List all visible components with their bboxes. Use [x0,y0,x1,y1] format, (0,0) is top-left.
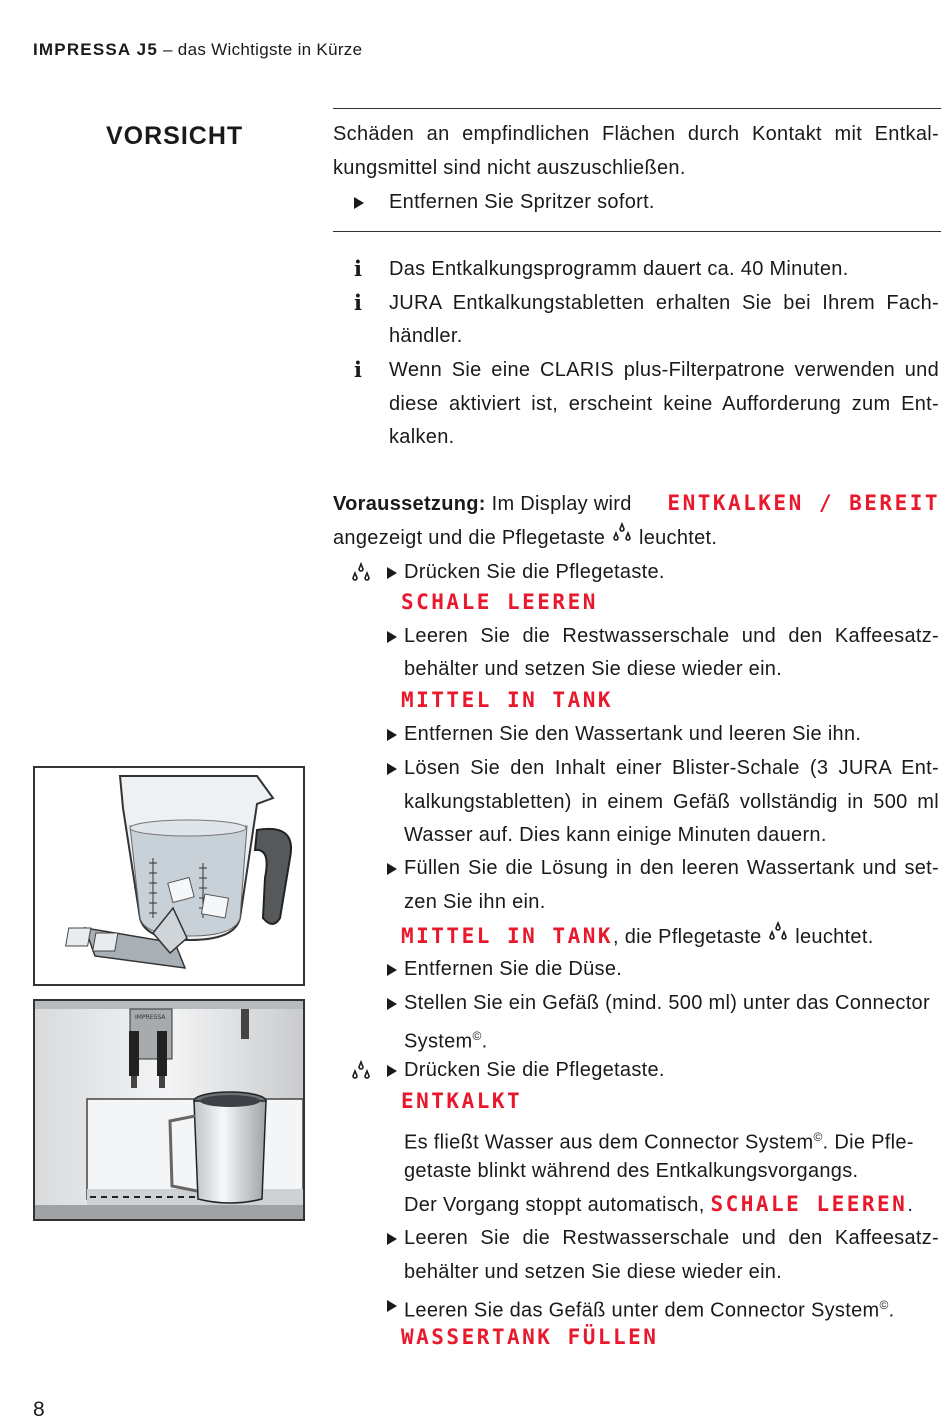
info-icon: i [354,290,362,315]
step-arrow-icon [387,963,397,981]
precondition-text: Im Display wird [491,493,632,515]
info-3-line-3: kalken. [389,426,455,448]
info-2-line-1: JURA Entkalkungstabletten erhalten Sie bei Ihrem Fach- [389,292,939,314]
step-arrow-icon [387,1232,397,1250]
care-button-icon [350,562,372,584]
step-arrow-icon [387,630,397,648]
step-10: Leeren Sie das Gefäß unter dem Connector System©. [404,1298,895,1322]
warning-step-arrow-icon [354,196,364,214]
display-wassertank-fuellen: WASSERTANK FÜLLEN [401,1325,659,1349]
step-arrow-icon [387,997,397,1015]
step-7-line-2: System©. [404,1029,488,1053]
step-4-line-3: Wasser auf. Dies kann einige Minuten dauern. [404,824,827,846]
step-arrow-icon [387,1064,397,1082]
process-text-1b: . Die Pfle- [822,1131,914,1154]
step-5-line-2: zen Sie ihn ein. [404,891,546,913]
precondition-line-1 [333,488,632,522]
page-header [33,40,362,60]
process-text-1: Es fließt Wasser aus dem Connector System [404,1131,814,1154]
illustration-measuring-jug [33,766,305,986]
care-button-icon [611,522,633,544]
step-7-line-1: Stellen Sie ein Gefäß (mind. 500 ml) unter das Connector [404,992,930,1014]
care-text-2: leuchtet. [795,926,874,948]
info-2-line-2: händler. [389,325,463,347]
step-4-line-2: kalkungstabletten) in einem Gefäß vollständig in 500 ml [404,791,939,813]
divider-top [333,108,941,109]
divider-bottom [333,231,941,232]
step-5-line-1: Füllen Sie die Lösung in den leeren Wassertank und set- [404,857,939,879]
step-arrow-icon [387,762,397,780]
step-arrow-icon [387,566,397,584]
step-1: Drücken Sie die Pflegetaste. [404,561,665,583]
display-schale-leeren-2: SCHALE LEEREN [710,1192,908,1216]
care-button-icon [767,921,789,943]
precondition-label: Voraussetzung: [333,493,486,515]
display-entkalkt: ENTKALKT [401,1089,523,1113]
step-2-line-1: Leeren Sie die Restwasserschale und den Kaffeesatz- [404,625,939,647]
display-mittel-in-tank: MITTEL IN TANK [401,688,614,712]
display-schale-leeren: SCHALE LEEREN [401,590,598,614]
warning-line-2: kungsmittel sind nicht auszuschließen. [333,157,686,179]
step-9-line-1: Leeren Sie die Restwasserschale und den Kaffeesatz- [404,1227,939,1249]
header-model: IMPRESSA J5 [33,40,158,59]
page-number: 8 [33,1398,45,1421]
process-text-3: Der Vorgang stoppt automatisch, [404,1194,705,1216]
step-6: Entfernen Sie die Düse. [404,958,623,980]
info-1: Das Entkalkungsprogramm dauert ca. 40 Minuten. [389,258,849,280]
step-arrow-icon [387,728,397,746]
step-10-text: Leeren Sie das Gefäß unter dem Connector System [404,1299,880,1322]
machine-drawing [35,1001,303,1219]
illustration-connector-container [33,999,305,1221]
connector-system-text: System [404,1030,473,1053]
info-3-line-2: diese aktiviert ist, erscheint keine Aufforderung zum Ent- [389,393,939,415]
precondition-text-2: angezeigt und die Pflegetaste [333,527,606,549]
process-line-1: Es fließt Wasser aus dem Connector System©. Die Pfle- [404,1130,914,1154]
info-3-line-1: Wenn Sie eine CLARIS plus-Filterpatrone verwenden und [389,359,939,381]
process-line-3: Der Vorgang stoppt automatisch, SCHALE LEEREN. [404,1192,914,1216]
measuring-jug-drawing [35,768,303,984]
precondition-text-3: leuchtet. [638,527,718,549]
step-4-line-1: Lösen Sie den Inhalt einer Blister-Schale (3 JURA Ent- [404,757,939,779]
step-8: Drücken Sie die Pflegetaste. [404,1059,665,1081]
header-subtitle: – das Wichtigste in Kürze [163,40,363,59]
care-text: , die Pflegetaste [613,926,762,948]
process-line-2: getaste blinkt während des Entkalkungsvorgangs. [404,1160,859,1182]
display-mittel-in-tank-2: MITTEL IN TANK [401,924,614,948]
warning-line-1: Schäden an empfindlichen Flächen durch Kontakt mit Entkal- [333,123,939,145]
care-button-icon [350,1060,372,1082]
warning-label: VORSICHT [106,122,244,150]
step-arrow-icon [387,862,397,880]
precondition-line-2 [333,522,717,556]
step-display-line [401,920,874,955]
display-entkalken-bereit: ENTKALKEN / BEREIT [667,491,940,515]
machine-label: IMPRESSA [135,1014,166,1021]
step-3: Entfernen Sie den Wassertank und leeren Sie ihn. [404,723,862,745]
info-icon: i [354,357,362,382]
step-9-line-2: behälter und setzen Sie diese wieder ein. [404,1261,783,1283]
info-icon: i [354,256,362,281]
step-arrow-icon [387,1299,397,1317]
warning-step: Entfernen Sie Spritzer sofort. [389,191,655,213]
step-2-line-2: behälter und setzen Sie diese wieder ein. [404,658,783,680]
